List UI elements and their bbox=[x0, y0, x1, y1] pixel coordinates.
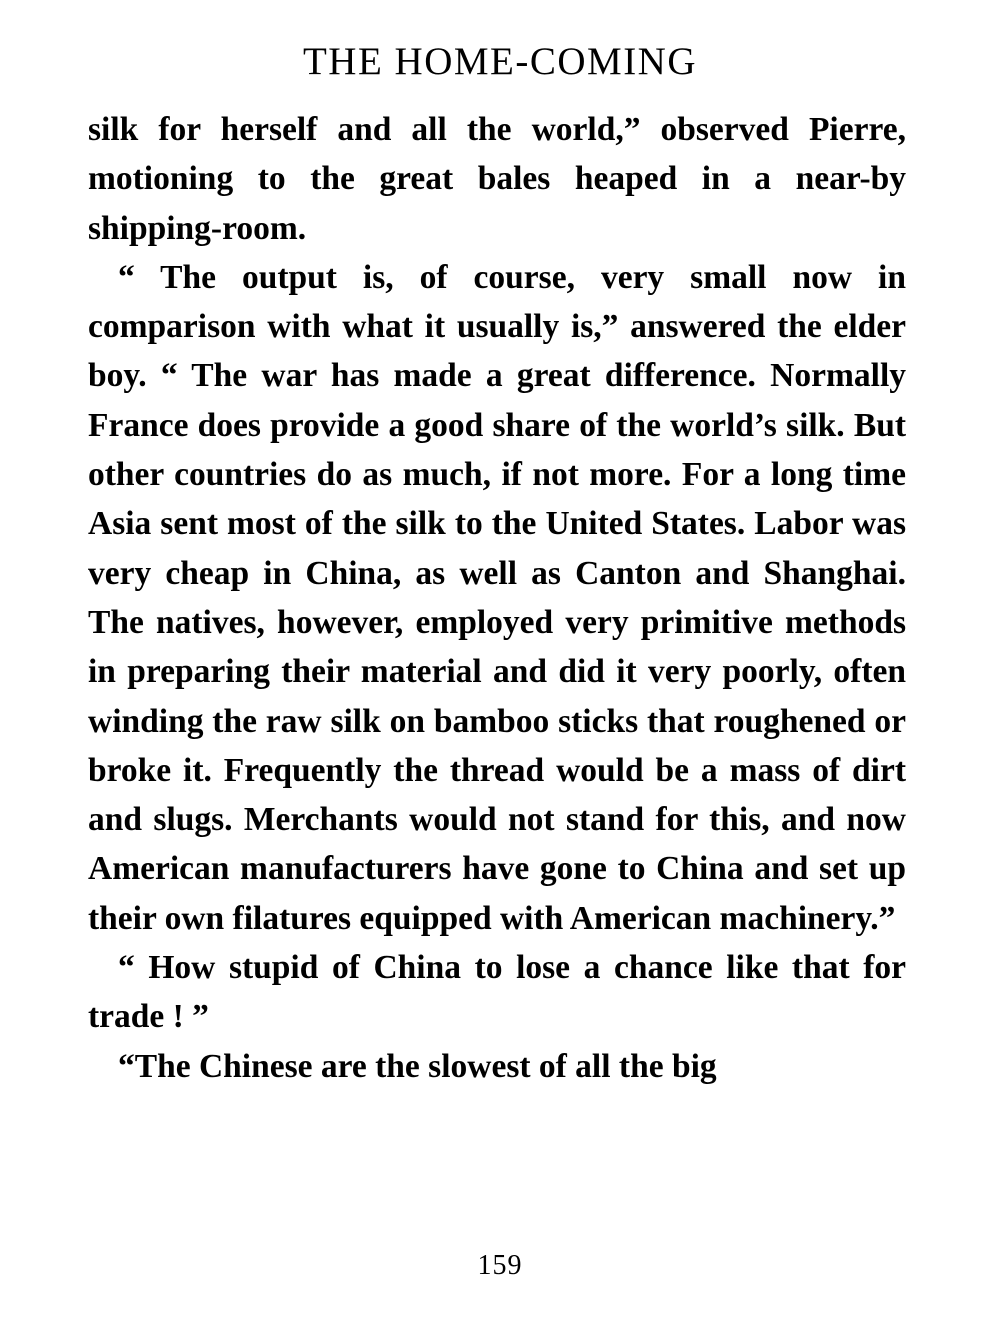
running-head: THE HOME-COMING bbox=[302, 40, 698, 83]
paragraph-continued: silk for herself and all the world,” observed Pierre, motioning to the great bales heaped in a near-by shipping-room. bbox=[88, 111, 906, 247]
body-text bbox=[88, 105, 906, 1091]
page-number: 159 bbox=[477, 1250, 523, 1281]
paragraph-chinese-slowest: “The Chinese are the slowest of all the big bbox=[118, 1047, 717, 1085]
paragraph-output: “ The output is, of course, very small now in comparison with what it usually is,” answered the elder boy. “ The war has made a great difference. Normally France does provide a good share of the world’s silk. But other countries do as much, if not more. For a long time Asia sent most of the silk to the United States. Labor was very cheap in China, as well as Canton and Shanghai. The natives, however, employed very primitive methods in preparing their material and did it very poorly, often winding the raw silk on bamboo sticks that roughened or broke it. Frequently the thread would be a mass of dirt and slugs. Merchants would not stand for this, and now American manufacturers have gone to China and set up their own filatures equipped with American machinery.” bbox=[88, 258, 906, 937]
paragraph-china-trade: “ How stupid of China to lose a chance like that for trade ! ” bbox=[88, 949, 906, 1036]
